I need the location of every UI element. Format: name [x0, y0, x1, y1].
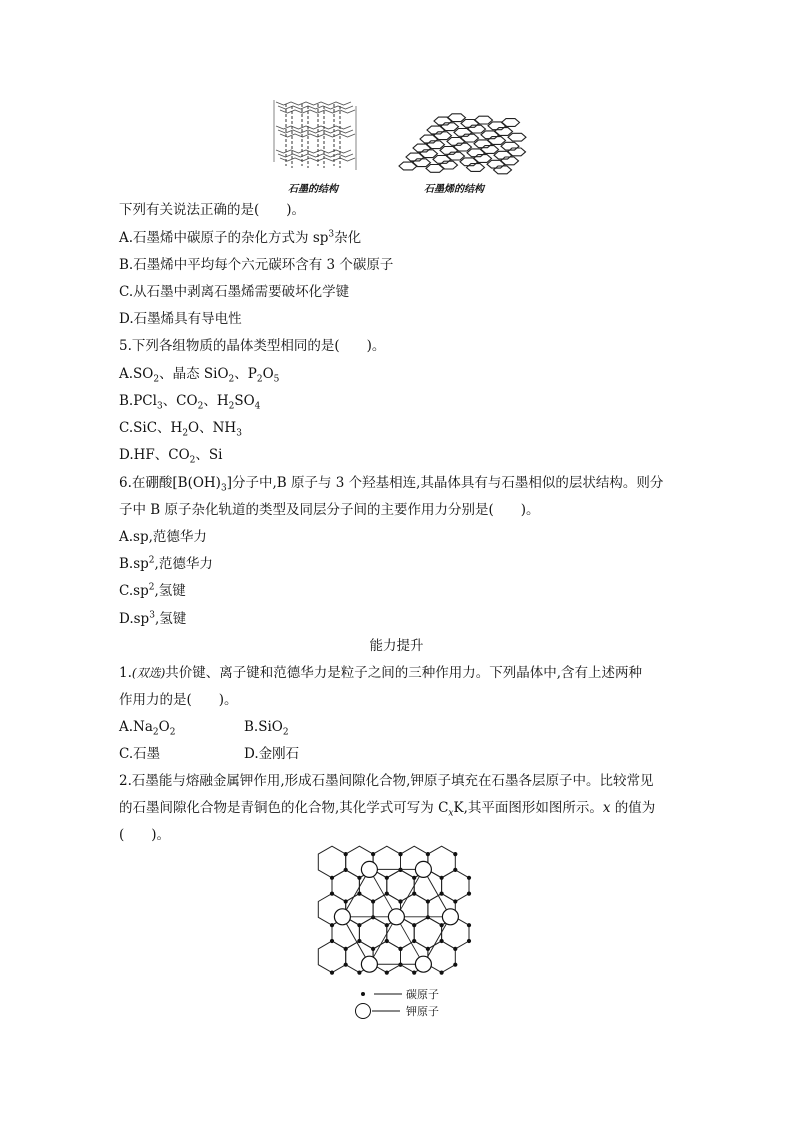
sup: 2 — [148, 582, 155, 593]
graphene-hexagon — [413, 159, 431, 167]
p1-options-row1 — [119, 718, 419, 736]
t: B.PCl — [119, 393, 157, 409]
carbon-atom — [344, 868, 348, 872]
t: ,氢键 — [154, 583, 186, 599]
carbon-atom — [371, 947, 375, 951]
graphene-hexagon — [461, 134, 479, 142]
carbon-atom — [453, 963, 457, 967]
q5-stem: 5.下列各组物质的晶体类型相同的是( )。 — [119, 338, 386, 354]
carbon-hexagon — [359, 917, 386, 949]
graphene-hexagon — [448, 114, 466, 122]
q4-option-b[interactable]: B.石墨烯中平均每个六元碳环含有 3 个碳原子 — [119, 257, 394, 273]
q5-option-c[interactable] — [119, 419, 242, 437]
t: 共价键、离子键和范德华力是粒子之间的三种作用力。下列晶体中,含有上述两种 — [165, 665, 643, 681]
graphene-hexagon — [427, 126, 445, 134]
graphene-hexagon — [468, 125, 486, 133]
carbon-atom — [344, 963, 348, 967]
sub: 2 — [228, 374, 235, 385]
legend-potassium-label: 钾原子 — [406, 1005, 439, 1018]
graphene-hexagon — [501, 157, 519, 165]
carbon-atom — [467, 876, 471, 880]
carbon-atom — [426, 915, 430, 919]
p2-stem-line3: ( )。 — [119, 827, 171, 843]
carbon-atom — [330, 923, 334, 927]
sub: 2 — [228, 401, 235, 412]
legend-carbon-dot-icon — [356, 990, 406, 1000]
carbon-atom — [453, 947, 457, 951]
carbon-atom — [330, 892, 334, 896]
t: 1. — [119, 665, 132, 681]
carbon-atom — [330, 971, 334, 975]
carbon-hexagon — [428, 941, 455, 973]
carbon-atom — [385, 923, 389, 927]
carbon-hexagon — [373, 941, 400, 973]
q6-option-b[interactable] — [119, 555, 213, 573]
carbon-atom — [357, 892, 361, 896]
sub: 4 — [254, 401, 261, 412]
graphite-sheet-row — [278, 130, 353, 133]
t: 6.在硼酸[B(OH) — [119, 475, 221, 491]
sub: 3 — [156, 401, 163, 412]
graphene-hexagon — [420, 150, 438, 158]
legend-potassium-circle-icon — [354, 1002, 404, 1020]
graphite-sheet-row — [278, 106, 353, 109]
p1-option-a[interactable] — [119, 719, 176, 738]
carbon-hexagon — [318, 941, 345, 973]
carbon-atom — [385, 892, 389, 896]
carbon-atom — [453, 868, 457, 872]
sup: 3 — [328, 229, 335, 240]
t: A.SO — [119, 366, 154, 382]
carbon-atom — [412, 876, 416, 880]
carbon-atom — [467, 939, 471, 943]
carbon-atom — [330, 939, 334, 943]
carbon-atom — [371, 915, 375, 919]
t: C.SiC、H — [119, 420, 183, 436]
graphene-hexagon — [461, 120, 479, 128]
graphene-hexagon — [447, 138, 465, 146]
graphene-hexagon — [399, 162, 417, 170]
carbon-atom — [344, 899, 348, 903]
carbon-atom — [412, 923, 416, 927]
t: 的石墨间隙化合物是青铜色的化合物,其化学式可写为 C — [119, 800, 449, 816]
t: K,其平面图形如图所示。 — [453, 800, 603, 816]
t: ,氢键 — [154, 611, 187, 627]
sup: 2 — [148, 555, 155, 566]
graphite-sheet-row — [276, 102, 351, 105]
graphene-hexagon — [508, 133, 526, 141]
t: ,范德华力 — [154, 556, 213, 572]
p1-option-d[interactable]: D.金刚石 — [244, 746, 300, 762]
sub: 2 — [169, 727, 176, 738]
section-title: 能力提升 — [369, 638, 424, 654]
t: D.HF、CO — [119, 447, 190, 463]
carbon-atom — [398, 852, 402, 856]
carbon-atom — [330, 876, 334, 880]
carbon-atom — [344, 947, 348, 951]
graphene-hexagon — [467, 164, 485, 172]
graphite-sheet-row — [278, 154, 353, 157]
graphene-hexagon — [502, 119, 520, 127]
potassium-atom — [334, 909, 350, 925]
potassium-atom — [442, 909, 458, 925]
graphite-intercalation-figure — [322, 852, 472, 982]
carbon-hexagon — [414, 917, 441, 949]
t: 的值为 — [610, 800, 656, 816]
graphene-hexagon — [475, 116, 493, 124]
p2-stem-line1: 2.石墨能与熔融金属钾作用,形成石墨间隙化合物,钾原子填充在石墨各层原子中。比较常见 — [119, 773, 654, 789]
q4-option-a-text: A.石墨烯中碳原子的杂化方式为 sp — [119, 230, 329, 246]
carbon-hexagon — [318, 846, 345, 878]
sub: 2 — [256, 374, 263, 385]
graphene-hexagon — [460, 158, 478, 166]
graphene-hexagon — [440, 161, 458, 169]
sub: 2 — [189, 455, 196, 466]
p2-stem-line2 — [119, 799, 655, 817]
carbon-hexagon — [332, 870, 359, 902]
carbon-atom — [357, 939, 361, 943]
graphite-structure-figure — [272, 96, 358, 172]
graphene-hexagon — [440, 147, 458, 155]
sub: x — [448, 808, 454, 819]
graphene-hexagon — [488, 137, 506, 145]
carbon-atom — [371, 899, 375, 903]
potassium-atom — [361, 861, 377, 877]
t: B.sp — [119, 556, 149, 572]
q6-option-a[interactable]: A.sp,范德华力 — [119, 529, 207, 545]
carbon-atom — [440, 939, 444, 943]
t: B.SiO — [244, 719, 283, 735]
carbon-atom — [385, 971, 389, 975]
carbon-atom — [440, 971, 444, 975]
t: O — [262, 366, 274, 382]
graphene-hexagon — [508, 148, 526, 156]
carbon-atom — [385, 876, 389, 880]
graphene-hexagon — [420, 135, 438, 143]
graphene-hexagon — [441, 123, 459, 131]
carbon-hexagon — [428, 846, 455, 878]
carbon-atom — [412, 939, 416, 943]
t: 、晶态 SiO — [159, 366, 229, 382]
q6-stem-line2: 子中 B 原子杂化轨道的类型及同层分子间的主要作用力分别是( )。 — [119, 502, 540, 518]
graphene-hexagon — [494, 166, 512, 174]
carbon-atom — [426, 852, 430, 856]
carbon-atom — [371, 852, 375, 856]
p1-option-c[interactable]: C.石墨 — [119, 746, 161, 762]
graphene-hexagon — [501, 142, 519, 150]
q4-option-d[interactable]: D.石墨烯具有导电性 — [119, 311, 242, 327]
carbon-atom — [467, 892, 471, 896]
graphene-hexagon — [488, 122, 506, 130]
graphene-hexagon — [481, 146, 499, 154]
carbon-atom — [357, 923, 361, 927]
sub: 2 — [282, 727, 289, 738]
carbon-atom — [385, 939, 389, 943]
graphene-hexagon — [427, 141, 445, 149]
potassium-atom — [415, 956, 431, 972]
carbon-atom — [412, 892, 416, 896]
graphene-hexagon — [434, 117, 452, 125]
graphene-hexagon — [474, 155, 492, 163]
t: O — [158, 719, 170, 735]
carbon-hexagon — [373, 846, 400, 878]
p1-options-row2 — [119, 745, 419, 763]
graphene-hexagon — [433, 156, 451, 164]
carbon-atom — [357, 971, 361, 975]
carbon-atom — [440, 892, 444, 896]
q5-option-b[interactable] — [119, 392, 260, 410]
graphene-caption: 石墨烯的结构 — [424, 184, 484, 195]
sub: 2 — [153, 374, 160, 385]
graphite-lattice — [274, 100, 356, 170]
graphene-hexagon — [454, 143, 472, 151]
graphene-hexagon — [406, 153, 424, 161]
t: 、CO — [162, 393, 198, 409]
carbon-atom — [453, 899, 457, 903]
sub: 2 — [152, 727, 159, 738]
carbon-atom — [440, 876, 444, 880]
graphene-hexagon — [481, 131, 499, 139]
sub: 2 — [182, 428, 189, 439]
carbon-atom — [467, 923, 471, 927]
graphene-hexagon — [413, 144, 431, 152]
graphene-structure-figure — [396, 108, 526, 174]
carbon-atom — [344, 852, 348, 856]
sub: 2 — [197, 401, 204, 412]
q6-option-d[interactable] — [119, 610, 186, 628]
q4-option-a[interactable] — [119, 229, 361, 247]
legend-carbon-label: 碳原子 — [406, 988, 439, 1001]
graphene-hexagon — [467, 149, 485, 157]
graphite-caption: 石墨的结构 — [288, 184, 338, 195]
potassium-atom — [361, 956, 377, 972]
carbon-hexagon — [442, 870, 469, 902]
sub: 3 — [236, 428, 242, 439]
q5-option-d[interactable] — [119, 446, 222, 464]
variable-x: x — [602, 800, 611, 816]
graphene-hexagon — [454, 129, 472, 137]
carbon-atom — [398, 868, 402, 872]
sub: 3 — [220, 483, 227, 494]
t: 、H — [203, 393, 229, 409]
intercalation-lattice — [318, 846, 471, 975]
q4-stem: 下列有关说法正确的是( )。 — [119, 202, 306, 218]
double-choice-tag: (双选) — [131, 666, 166, 680]
q4-option-a-text-end: 杂化 — [334, 230, 362, 246]
carbon-atom — [357, 876, 361, 880]
t: O、NH — [188, 420, 237, 436]
graphene-hexagon — [474, 140, 492, 148]
sub: 5 — [273, 374, 280, 385]
carbon-atom — [426, 947, 430, 951]
graphene-hexagon — [487, 160, 505, 168]
p1-stem-line2: 作用力的是( )。 — [119, 692, 238, 708]
p1-option-b[interactable] — [244, 718, 289, 736]
graphene-hexagon — [447, 152, 465, 160]
graphene-hexagon — [494, 151, 512, 159]
graphene-lattice — [399, 114, 526, 174]
t: ]分子中,B 原子与 3 个羟基相连,其晶体具有与石墨相似的层状结构。则分 — [226, 475, 664, 491]
graphene-hexagon — [426, 165, 444, 173]
q6-stem-line1 — [119, 474, 663, 492]
t: C.sp — [119, 583, 149, 599]
potassium-atom — [415, 861, 431, 877]
p1-stem-line1 — [119, 664, 642, 682]
carbon-hexagon — [401, 894, 428, 926]
carbon-atom — [398, 947, 402, 951]
t: A.Na — [119, 719, 153, 735]
carbon-atom — [398, 899, 402, 903]
q5-option-a[interactable] — [119, 365, 279, 383]
q4-option-c[interactable]: C.从石墨中剥离石墨烯需要破坏化学键 — [119, 284, 350, 300]
graphene-hexagon — [495, 128, 513, 136]
potassium-atom — [388, 909, 404, 925]
t: SO — [234, 393, 255, 409]
sup: 3 — [149, 610, 155, 621]
q6-option-c[interactable] — [119, 582, 186, 600]
carbon-atom — [426, 899, 430, 903]
carbon-hexagon — [387, 870, 414, 902]
carbon-atom — [453, 852, 457, 856]
t: 、P — [234, 366, 257, 382]
t: 、Si — [195, 447, 223, 463]
carbon-atom — [440, 923, 444, 927]
graphene-hexagon — [434, 132, 452, 140]
t: D.sp — [119, 611, 150, 627]
carbon-atom — [412, 971, 416, 975]
